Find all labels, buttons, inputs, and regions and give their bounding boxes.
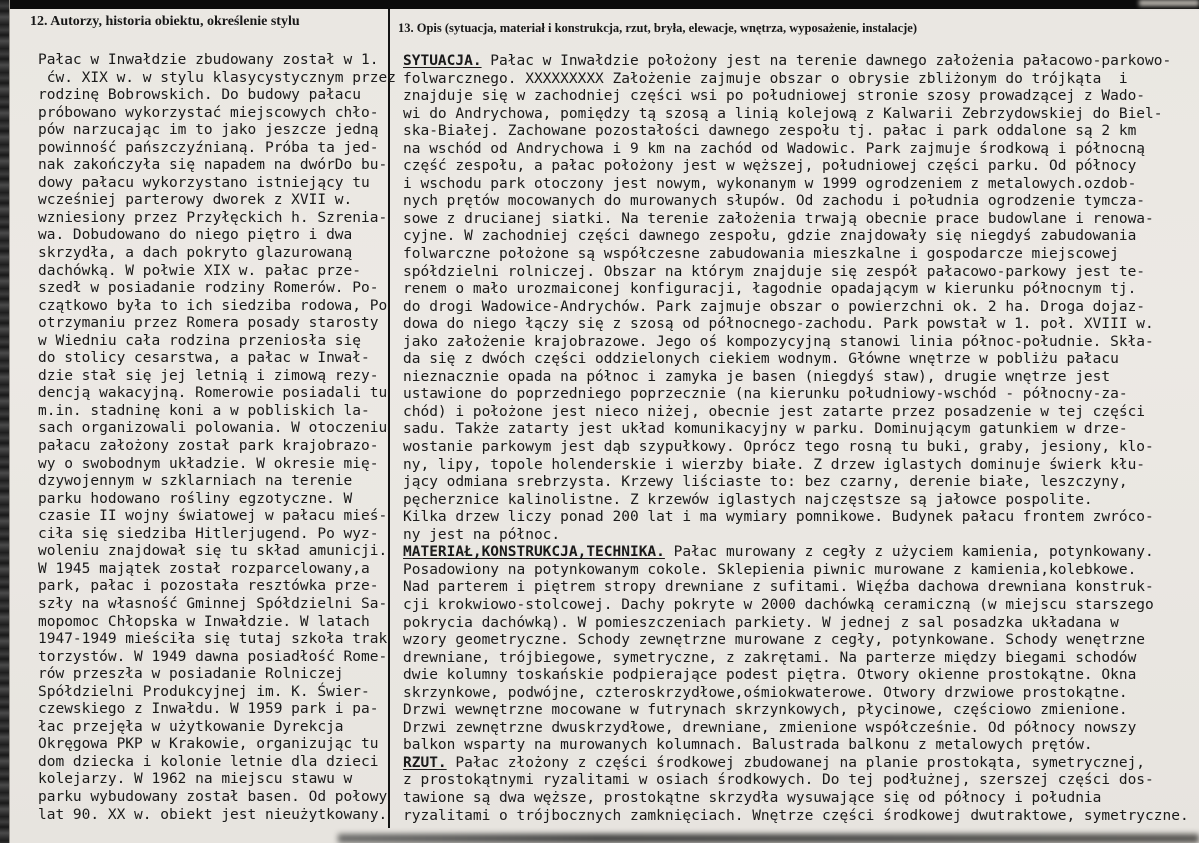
text-line: folwarczne położone są współczesne zabudowania mieszkalne i gospodarcze miejscowej [403,246,1119,263]
field-13-header: 13. Opis (sytuacja, materiał i konstrukcja, rzut, bryła, elewacje, wnętrza, wyposażenie, instalacje) [398,21,918,35]
text-line: próbowano wykorzystać miejscowych chło- [38,104,379,121]
text-line: nieznacznie opada na północ i zamyka je basen (niegdyś staw), drugie wnętrze jest [403,368,1111,385]
text-line: dachówką. W połwie XIX w. pałac prze- [38,262,362,279]
text-line: ryzalitami o trójbocznych zamknięciach. Wnętrze części środkowej dwutraktowe, symetryczne. [403,807,1189,824]
text-line: czewskiego z Inwałdu. W 1959 park i pa- [38,701,379,718]
text-line: RZUT. Pałac złożony z części środkowej zbudowanej na planie prostokąta, symetrycznej, [403,754,1146,771]
text-line: parku wybudowany został basen. Od połowy [38,788,388,805]
text-line: w Wiedniu cała rodzina przeniosła się [38,332,362,349]
text-line: wostanie parkowym jest dąb szypułkowy. Oprócz tego rosną tu buki, graby, jesiony, klo- [403,439,1154,456]
section-heading: SYTUACJA. [403,53,482,69]
text-line: do drogi Wadowice-Andrychów. Park zajmuje obszar o powierzchni ok. 2 ha. Droga dojaz- [403,298,1146,315]
field-12-header: 12. Autorzy, historia obiektu, określenie stylu [30,14,300,29]
text-line: wi do Andrychowa, pomiędzy tą szosą a linią kolejową z Kalwarii Zebrzydowskiej do Biel- [403,105,1163,122]
text-line: dwie kolumny toskańskie podpierające podest piętra. Otwory okienne prostokątne. Okna [403,667,1137,684]
top-edge-scan-bar [0,0,1199,9]
text-line: wa. Dobudowano do niego piętro i dwa [38,227,353,244]
text-line: chód) i położone jest nieco niżej, obecnie jest zatarte przez posadzenie w tej części [403,403,1146,420]
text-line: ny jest na północ. [403,526,561,543]
text-line: balkon wsparty na murowanych kolumnach. Balustrada balkonu z metalowych prętów. [403,737,1093,754]
text-line: spółdzielni rolniczej. Obszar na którym znajduje się zespół pałacowo-parkowy jest te- [403,263,1146,280]
text-line: i wschodu park otoczony jest nowym, wykonanym w 1999 ogrodzeniem z metalowych.ozdob- [403,175,1137,192]
text-line: Kilka drzew liczy ponad 200 lat i ma wymiary pomnikowe. Budynek pałacu frontem zwróco- [403,509,1154,526]
text-line: czasie II wojny światowej w pałacu mieś- [38,508,388,525]
text-line: cji krokwiowo-stolcowej. Dachy pokryte w 2000 dachówką ceramiczną (w miejscu starszego [403,596,1154,613]
text-line: skrzydła, a dach pokryto glazurowaną [38,245,353,262]
text-line: Posadowiony na potynkowanym cokole. Sklepienia piwnic murowane z kamienia,kolebkowe. [403,561,1137,578]
text-line: parku hodowano rośliny egzotyczne. W [38,490,353,507]
text-line: dencją wakacyjną. Romerowie posiadali tu [38,385,388,402]
text-line: Nad parterem i piętrem stropy drewniane z sufitami. Więźba dachowa drewniana konstruk- [403,579,1154,596]
text-line: skrzynkowe, podwójne, czteroskrzydłowe,ośmiokwaterowe. Otwory drzwiowe prostokątne. [403,684,1128,701]
text-line: Drzwi wewnętrzne mocowane w futrynach skrzynkowych, płycinowe, częściowo zmienione. [403,702,1128,719]
text-line: szły na własność Gminnej Spółdzielni Sa- [38,595,388,612]
text-line: tawione są dwa węższe, prostokątne skrzydła wysuwające się od północy i południa [403,789,1102,806]
text-line: dzywojennym w szklarniach na terenie [38,473,353,490]
text-line: renem o mało urozmaiconej konfiguracji, łagodnie opadającym w kierunku północnym tj. [403,281,1137,298]
field-13-text-block [403,53,1197,825]
text-line: ska-Białej. Zachowane pozostałości dawnego zespołu tj. pałac i park oddalone są 2 km [403,123,1137,140]
text-line: wzniesiony przez Przyłęckich h. Szrenia- [38,209,388,226]
text-line: ciła się siedziba Hitlerjugend. Po wyz- [38,525,379,542]
text-line: szedł w posiadanie rodziny Romerów. Po- [38,280,379,297]
text-line: z prostokątnymi ryzalitami w osiach środkowych. Do tej podłużnej, szerszej części dos- [403,772,1154,789]
text-line: 1947-1949 mieściła się tutaj szkoła trak [38,631,388,648]
text-line: do stolicy cesarstwa, a pałac w Inwał- [38,350,370,367]
text-line: MATERIAŁ,KONSTRUKCJA,TECHNIKA. Pałac murowany z cegły z użyciem kamienia, potynkowany. [403,544,1154,561]
text-line: pałacu założony został park krajobrazo- [38,438,379,455]
text-line: woleniu znajdował się tu skład amunicji. [38,543,388,560]
text-line: wcześniej parterowy dworek z XVII w. [38,192,353,209]
field-12-text-block [38,52,396,824]
text-line: pęcherznice kalinolistne. Z krzewów iglastych najczęstsze są jałowce pospolite. [403,491,1093,508]
bottom-edge-scan-smudge [338,834,1199,843]
text-line: wy o swobodnym układzie. W okresie mię- [38,455,379,472]
text-line: Pałac w Inwałdzie zbudowany został w 1. [38,52,379,68]
text-line: część zespołu, a pałac położony jest w węższej, południowej części parku. Od północy [403,158,1137,175]
text-line: m.in. stadninę koni a w pobliskich la- [38,402,370,419]
text-line: ćw. XIX w. w stylu klasycystycznym przez [38,69,396,86]
text-line: otrzymaniu przez Romera posady starosty [38,315,379,332]
text-line: torzystów. W 1949 dawna posiadłość Rome- [38,648,388,665]
text-line: łac przejęła w użytkowanie Dyrekcja [38,718,344,735]
text-line: na wschód od Andrychowa i 9 km na zachód od Wadowic. Park zajmuje środkową i północną [403,140,1146,157]
text-line: Spółdzielni Produkcyjnej im. K. Świer- [38,683,370,700]
text-line: ustawione do poprzedniego poprzecznie (na kierunku południowy-wschód - północny-za- [403,386,1128,403]
section-heading: RZUT. [403,754,447,771]
text-line: mopomoc Chłopska w Inwałdzie. W latach [38,613,370,630]
text-line: sowe z drucianej siatki. Na terenie założenia trwają obecnie prace budowlane i renowa- [403,210,1154,227]
text-line: nak zakończyła się napadem na dwórDo bu- [38,157,388,174]
text-line: Okręgowa PKP w Krakowie, organizując tu [38,736,379,753]
text-line: nych prętów mocowanych do murowanych słupów. Od zachodu i południa ogrodzenie tymcza- [403,193,1146,210]
text-line: SYTUACJA. Pałac w Inwałdzie położony jest na terenie dawnego założenia pałacowo-parkowo- [403,53,1172,69]
text-line: pów narzucając im to jako jeszcze jedną [38,122,379,139]
text-line: rów przeszła w posiadanie Rolniczej [38,666,344,683]
text-line: pokrycia dachówką). W pomieszczeniach parkiety. W jednej z sal posadzka układana w [403,614,1119,631]
text-line: kolejarzy. W 1962 na miejscu stawu w [38,771,353,788]
text-line: sadu. Także zatarty jest układ komunikacyjny w parku. Dominującym gatunkiem w drze- [403,421,1128,438]
text-line: jako założenie krajobrazowe. Jego oś kompozycyjną stanowi linia północ-południe. Skła- [403,333,1154,350]
text-line: rodzinę Bobrowskich. Do budowy pałacu [38,87,362,104]
section-heading: MATERIAŁ,KONSTRUKCJA,TECHNIKA. [403,544,665,561]
text-line: ny, lipy, topole holenderskie i wierzby białe. Z drzew iglastych dominuje świerk kłu- [403,456,1146,473]
text-line: lat 90. XX w. obiekt jest nieużytkowany. [38,806,388,823]
left-edge-scan-strip [0,0,10,843]
text-line: sach organizowali polowania. W otoczeniu [38,420,388,437]
text-line: park, pałac i pozostała resztówka prze- [38,578,379,595]
text-line: wzory geometryczne. Schody zewnętrzne murowane z cegły, potynkowane. Schody wenętrzne [403,632,1146,649]
text-line: dowa do niego łączy się z szosą od północnego-zachodu. Park powstał w 1. poł. XVIII w. [403,316,1154,333]
text-line: folwarcznego. XXXXXXXXX Założenie zajmuje obszar o obrysie zbliżonym do trójkąta i [403,70,1128,87]
top-right-scan-smudge [1139,0,1199,6]
text-line: dzie stał się jej letnią i zimową rezy- [38,367,379,384]
text-line: jący odmiana srebrzysta. Krzewy liściaste to: bez czarny, derenie białe, leszczyny, [403,474,1128,491]
text-line: powinność pańszczyźnianą. Próba ta jed- [38,139,379,156]
text-line: da się z dwóch części oddzielonych ciekiem wodnym. Główne wnętrze w pobliżu pałacu [403,351,1119,368]
text-line: W 1945 majątek został rozparcelowany,a [38,560,370,577]
text-line: znajduje się w zachodniej części wsi po południowej stronie szosy prowadzącej z Wado- [403,88,1146,105]
text-line: czątkowo była to ich siedziba rodowa, Po [38,297,388,314]
text-line: dowy pałacu wykorzystano istniejący tu [38,174,370,191]
text-line: Drzwi zewnętrzne dwuskrzydłowe, drewniane, zmienione współcześnie. Od północy nowszy [403,719,1137,736]
text-line: drewniane, trójbiegowe, symetryczne, z zakrętami. Na parterze między biegami schodów [403,649,1137,666]
text-line: cyjne. W zachodniej części dawnego zespołu, gdzie znajdowały się niegdyś zabudowania [403,228,1137,245]
text-line: dom dziecka i kolonie letnie dla dzieci [38,753,379,770]
